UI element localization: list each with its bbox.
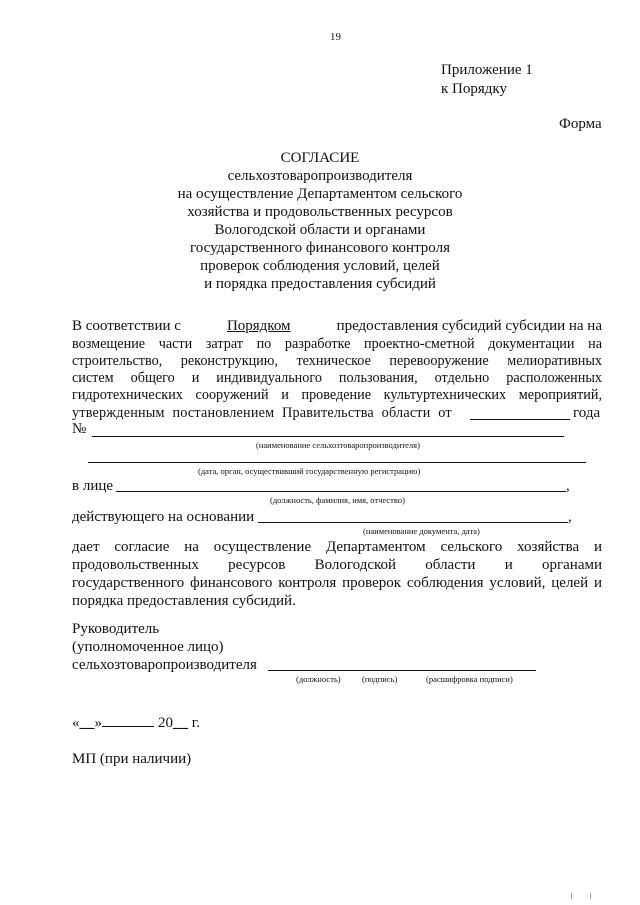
signature-line-2: (уполномоченное лицо) [72,639,224,655]
caption-decoding: (расшифровка подписи) [426,674,513,684]
number-sign: № [72,421,87,437]
para2-line-4: порядка предоставления субсидий. [72,593,296,609]
day-field[interactable]: __ [79,715,95,731]
title-line: и порядка предоставления субсидий [204,276,436,292]
caption-person: (должность, фамилия, имя, отчество) [270,495,405,505]
decree-date-field[interactable] [470,419,570,420]
person-field[interactable] [116,491,566,492]
acting-label: действующего на основании [72,509,255,525]
in-person-comma: , [566,478,570,494]
form-label: Форма [559,116,602,132]
signature-line-1: Руководитель [72,621,160,637]
para1-line-2: возмещение части затрат по разработке проектно-сметной документации на [72,336,602,352]
quote-open: « [72,715,80,731]
date-line [72,714,200,732]
page-number: 19 [330,31,341,43]
para1-line-4: систем общего и индивидуального пользования, отдельно расположенных [72,370,602,386]
title-line: проверок соблюдения условий, целей [200,258,440,274]
in-person-label: в лице [72,478,114,494]
para1-line-3: строительство, реконструкцию, техническое перевооружение мелиоративных [72,353,602,369]
decree-number-field[interactable] [92,436,564,437]
caption-position: (должность) [296,674,341,684]
caption-producer-name: (наименование сельхозтоваропроизводителя) [256,440,420,450]
title-line: Вологодской области и органами [214,222,426,238]
appendix-line-2: к Порядку [441,81,507,97]
title-line: государственного финансового контроля [189,240,450,256]
year-field[interactable]: __ [173,715,188,731]
scan-mark [590,893,597,899]
caption-signature: (подпись) [362,674,398,684]
month-field[interactable] [102,714,154,727]
para2-line-1: дает согласие на осуществление Департаментом сельского хозяйства и [72,539,602,555]
procedure-link[interactable]: Порядком [226,318,291,334]
para1-text: утвержденным постановлением Правительства области от [72,405,452,421]
title-line: хозяйства и продовольственных ресурсов [187,204,453,220]
title-line: на осуществление Департаментом сельского [177,186,463,202]
basis-document-field[interactable] [258,522,568,523]
document-title: СОГЛАСИЕ [280,150,360,166]
para1-line-1 [72,318,602,335]
quote-close: » [94,715,102,731]
para1-line-5: гидротехнических сооружений и проведение культуртехнических мероприятий, [72,387,602,403]
signature-line-3: сельхозтоваропроизводителя [72,657,257,673]
title-line: сельхозтоваропроизводителя [227,168,413,184]
caption-registration: (дата, орган, осуществивший государственную регистрацию) [198,466,421,476]
para1-text: предоставления субсидий субсидии на на [336,318,602,334]
para2-line-3: государственного финансового контроля проверок соблюдения условий, целей и [72,575,602,591]
acting-comma: , [568,509,572,525]
appendix-line-1: Приложение 1 [441,62,533,78]
caption-document: (наименование документа, дата) [363,526,480,536]
para2-line-2: продовольственных ресурсов Вологодской области и органами [72,557,602,573]
scan-mark [571,893,578,899]
year-suffix: г. [188,715,200,731]
registration-field[interactable] [88,462,586,463]
year-prefix: 20 [158,715,173,731]
year-word: года [573,405,601,421]
stamp-label: МП (при наличии) [72,751,192,767]
signature-field[interactable] [268,670,536,671]
para1-text: В соответствии с [72,318,181,334]
